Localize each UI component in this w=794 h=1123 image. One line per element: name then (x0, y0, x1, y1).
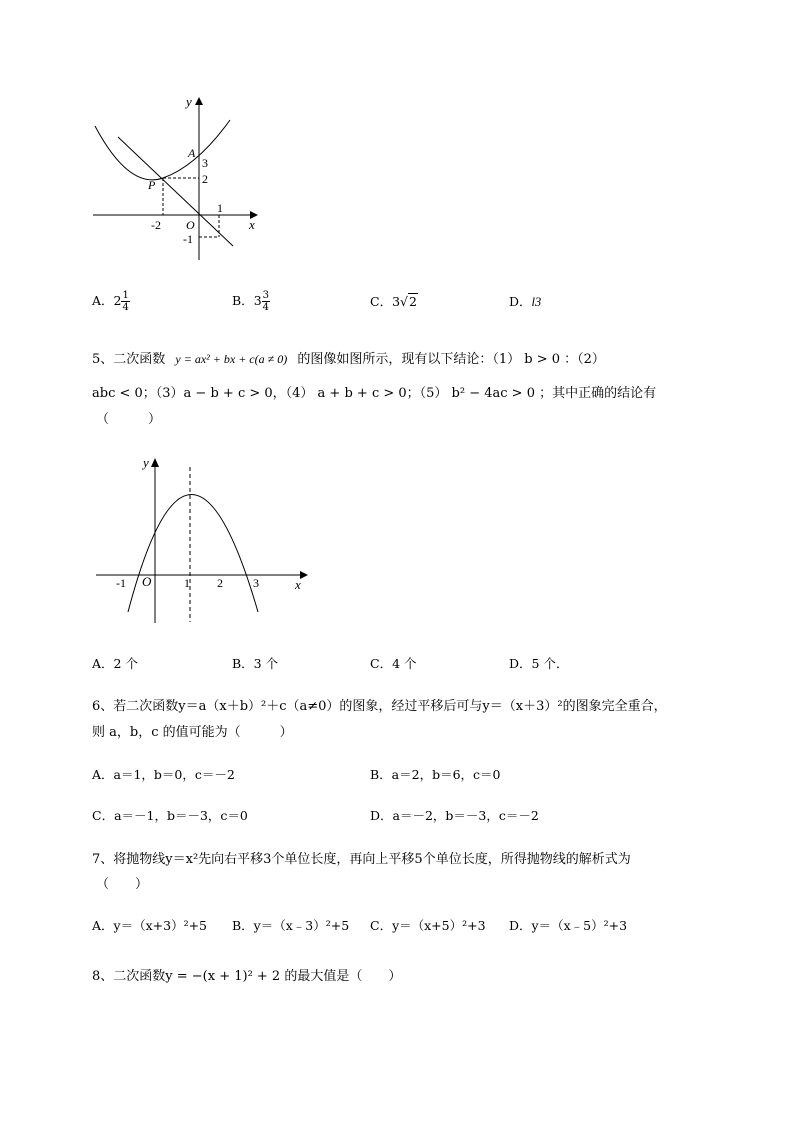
q5-line2: abc < 0；（3）a − b + c > 0，（4） a + b + c > 0；（5） b² − 4ac > 0 ；其中正确的结论有 (92, 386, 657, 401)
line-graph (118, 137, 233, 246)
x-axis-arrow (300, 571, 308, 579)
q5-option-d[interactable]: D．5 个． (509, 656, 569, 671)
q7-option-a[interactable]: A．y＝（x+3）²+5 (92, 918, 208, 933)
fraction: $\frac{1}{4}$ (122, 290, 129, 313)
q4-option-c[interactable]: C．3√2 (370, 294, 417, 309)
graph1-tick-y3: 3 (202, 156, 208, 170)
q6-line1: 6、若二次函数y＝a（x＋b）²＋c（a≠0）的图象，经过平移后可与y＝（x＋3）²的图象完全重合， (92, 699, 667, 714)
q5-answer-paren: （ ） (96, 412, 162, 427)
q4-option-b[interactable]: B．3 $\frac{3}{4}$ (232, 290, 270, 313)
q6-line2: 则 a，b，c 的值可能为（ ） (92, 725, 293, 740)
q8-line1: 8、二次函数y = −(x + 1)² + 2 的最大值是（ ） (92, 969, 402, 984)
q7-option-c[interactable]: C．y＝（x+5）²+3 (370, 918, 486, 933)
graph2-tick-1: 1 (184, 576, 190, 590)
graph2-origin-label: O (142, 574, 152, 589)
fraction: $\frac{3}{4}$ (262, 290, 270, 313)
parabola-curve (95, 120, 230, 180)
q5-formula: y = ax² + bx + c(a ≠ 0) (175, 352, 288, 366)
q4-option-d[interactable]: D．l3 (509, 294, 542, 309)
graph1-tick-y2: 2 (202, 172, 208, 186)
graph1-tick-ym1: -1 (183, 232, 193, 246)
q5-line1: 5、二次函数 y = ax² + bx + c(a ≠ 0) 的图像如图所示，现有以下结论：（1） b > 0 ：（2） (92, 352, 605, 367)
graph1-point-p: P (148, 178, 156, 192)
graph2-x-label: x (295, 577, 301, 592)
q6-option-a[interactable]: A．a＝1，b＝0，c＝－2 (92, 767, 235, 782)
graph1-tick-x1: 1 (217, 201, 223, 215)
q6-option-d[interactable]: D．a＝－2，b＝－3，c＝－2 (370, 808, 539, 823)
q7-option-d[interactable]: D．y＝（x﹣5）²+3 (509, 918, 628, 933)
y-axis-arrow (195, 97, 203, 105)
q4-option-a[interactable]: A．2 $\frac{1}{4}$ (92, 290, 129, 313)
q5-option-b[interactable]: B．3 个 (232, 656, 279, 671)
q7-option-b[interactable]: B．y＝（x﹣3）²+5 (232, 918, 350, 933)
y-axis-arrow (151, 458, 159, 467)
figure-parabola-with-line (0, 0, 300, 280)
figure-downward-parabola (0, 440, 330, 640)
graph1-point-a: A (188, 146, 196, 160)
graph2-tick-m1: -1 (116, 576, 126, 590)
graph1-y-label: y (186, 94, 192, 109)
graph2-tick-3: 3 (253, 576, 259, 590)
q5-option-c[interactable]: C．4 个 (370, 656, 417, 671)
parabola-curve (128, 495, 258, 613)
graph2-tick-2: 2 (217, 576, 223, 590)
graph1-tick-xm2: -2 (151, 218, 161, 232)
q7-line1: 7、将抛物线y＝x²先向右平移3个单位长度，再向上平移5个单位长度，所得抛物线的解析式为 (92, 852, 631, 867)
graph1-origin-label: O (186, 218, 195, 232)
q6-option-c[interactable]: C．a＝－1，b＝－3，c＝0 (92, 808, 248, 823)
graph1-x-label: x (249, 217, 255, 232)
q6-option-b[interactable]: B．a＝2，b＝6，c＝0 (370, 767, 501, 782)
q5-option-a[interactable]: A．2 个 (92, 656, 138, 671)
graph2-y-label: y (143, 455, 149, 470)
q7-answer-paren: （ ） (96, 877, 149, 892)
